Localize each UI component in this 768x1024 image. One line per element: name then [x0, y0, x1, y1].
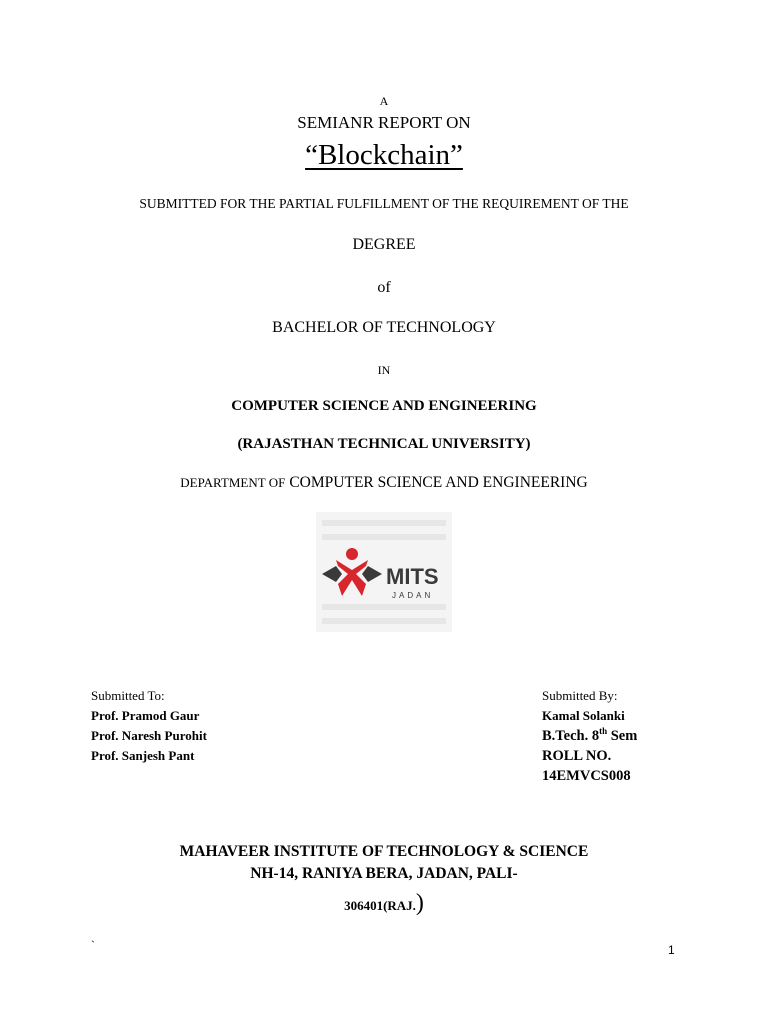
course-suffix: Sem [607, 728, 638, 744]
department-prefix: DEPARTMENT OF [180, 475, 286, 490]
department-line [0, 474, 768, 492]
institute-name: MAHAVEER INSTITUTE OF TECHNOLOGY & SCIENCE [179, 843, 589, 860]
professor-name: Prof. Naresh Purohit [91, 728, 207, 743]
in-label: IN [377, 363, 391, 377]
of-label: of [377, 279, 391, 296]
professor-name: Prof. Pramod Gaur [91, 708, 200, 723]
degree-label: DEGREE [352, 236, 416, 253]
report-title-text: “Blockchain” [305, 139, 463, 171]
submitted-to-block [91, 686, 207, 766]
submitted-for-line: SUBMITTED FOR THE PARTIAL FULFILLMENT OF THE REQUIREMENT OF THE [139, 196, 629, 211]
roll-number: 14EMVCS008 [542, 768, 631, 784]
submitted-by-block [542, 686, 637, 786]
institute-close-paren: ) [415, 890, 424, 916]
institute-address-line2 [0, 890, 768, 917]
course-sup: th [599, 726, 608, 736]
article-a: A [379, 94, 389, 108]
student-name: Kamal Solanki [542, 708, 625, 723]
report-on-label: SEMIANR REPORT ON [297, 113, 471, 132]
institute-address-line1: NH-14, RANIYA BERA, JADAN, PALI- [250, 865, 518, 882]
department-name: COMPUTER SCIENCE AND ENGINEERING [289, 474, 588, 491]
submitted-to-label: Submitted To: [91, 688, 165, 703]
discipline-heading: COMPUTER SCIENCE AND ENGINEERING [231, 398, 537, 414]
page-number: 1 [668, 943, 675, 957]
bachelor-label: BACHELOR OF TECHNOLOGY [272, 319, 496, 336]
report-title [0, 139, 768, 172]
professor-name: Prof. Sanjesh Pant [91, 748, 195, 763]
footer-mark: ` [91, 938, 95, 952]
submitted-by-label: Submitted By: [542, 688, 618, 703]
roll-label: ROLL NO. [542, 748, 612, 764]
logo-mits-text: MITS [386, 564, 439, 589]
course-prefix: B.Tech. 8 [542, 728, 600, 744]
institute-address-line2-text: 306401(RAJ. [344, 898, 416, 913]
course-line [542, 726, 637, 746]
logo-jadan-text: JADAN [392, 591, 434, 600]
mits-logo [316, 512, 452, 632]
university-heading: (RAJASTHAN TECHNICAL UNIVERSITY) [237, 436, 531, 452]
